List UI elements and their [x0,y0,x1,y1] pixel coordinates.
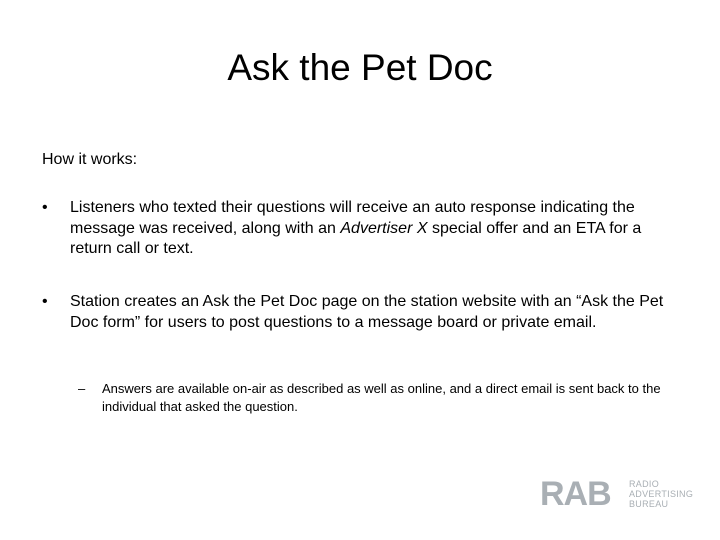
rab-logo [540,477,710,511]
sub-bullet-item [78,380,678,416]
bullet-marker: • [42,293,48,310]
logo-wordmark [629,479,693,509]
intro-text: How it works: [42,151,138,168]
sub-bullet-marker: – [78,381,86,396]
bullet-text-part: special offer and an ETA for a return call or text. [70,219,642,257]
slide-title: Ask the Pet Doc [227,47,493,88]
bullet-text-part: Listeners who texted their questions will receive an auto response indicating the message was received, along with an [70,199,635,237]
logo-line: RADIO [629,479,660,489]
bullet-text [70,198,682,260]
logo-line: ADVERTISING [629,489,694,499]
bullet-item-1 [42,198,682,260]
bullet-marker: • [42,199,48,216]
logo-line: BUREAU [629,499,669,509]
advertiser-name: Advertiser X [340,219,428,237]
logo-mark: RAB [540,475,611,513]
bullet-text: Station creates an Ask the Pet Doc page on the station website with an “Ask the Pet Doc form” for users to post questions to a message board or private email. [70,293,664,331]
bullet-item-2 [42,292,682,333]
sub-bullet-text: Answers are available on-air as described as well as online, and a direct email is sent back to the individual that asked the question. [102,381,661,414]
